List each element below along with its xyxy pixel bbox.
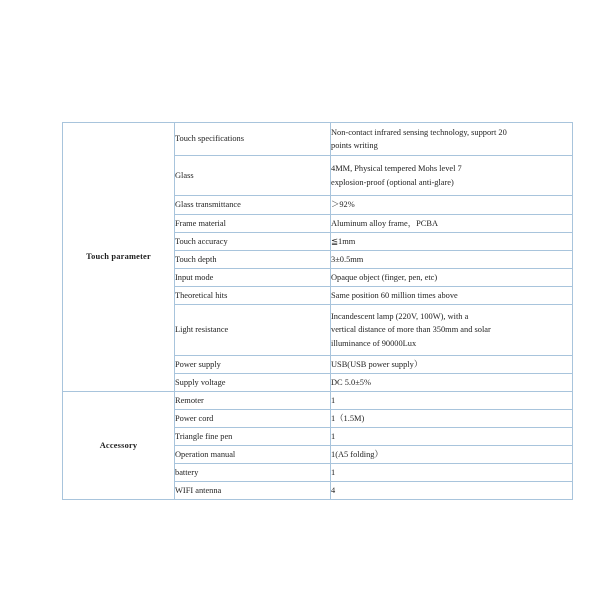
spec-value-cell: 1 xyxy=(331,428,573,446)
spec-value-cell: USB(USB power supply） xyxy=(331,356,573,374)
spec-value-cell: 4 xyxy=(331,482,573,500)
spec-value-cell: ＞92% xyxy=(331,196,573,215)
table-row xyxy=(63,123,573,156)
spec-item-cell: Triangle fine pen xyxy=(175,428,331,446)
table-row xyxy=(63,392,573,410)
spec-value-cell: 3±0.5mm xyxy=(331,251,573,269)
spec-value-line: explosion-proof (optional anti-glare) xyxy=(331,177,454,187)
group-label-cell: Touch parameter xyxy=(63,123,175,392)
spec-value-cell xyxy=(331,305,573,356)
spec-item-cell: Light resistance xyxy=(175,305,331,356)
spec-value-cell: Same position 60 million times above xyxy=(331,287,573,305)
spec-value-line: points writing xyxy=(331,141,378,150)
spec-item-cell: Theoretical hits xyxy=(175,287,331,305)
spec-item-cell: Touch depth xyxy=(175,251,331,269)
spec-value-cell xyxy=(331,156,573,196)
spec-value-cell: 1 xyxy=(331,464,573,482)
spec-item-cell: Operation manual xyxy=(175,446,331,464)
specification-table-body xyxy=(63,123,573,500)
spec-item-cell: Glass xyxy=(175,156,331,196)
spec-item-cell: Frame material xyxy=(175,215,331,233)
spec-value-cell: 1 xyxy=(331,392,573,410)
group-label-cell: Accessory xyxy=(63,392,175,500)
spec-value-line: Incandescent lamp (220V, 100W), with a xyxy=(331,312,469,322)
spec-value-cell xyxy=(331,123,573,156)
spec-item-cell: battery xyxy=(175,464,331,482)
spec-item-cell: Supply voltage xyxy=(175,374,331,392)
spec-value-line: 4MM, Physical tempered Mohs level 7 xyxy=(331,164,462,174)
spec-value-line: vertical distance of more than 350mm and solar xyxy=(331,325,491,335)
spec-item-cell: WIFI antenna xyxy=(175,482,331,500)
spec-value-cell: ≦1mm xyxy=(331,233,573,251)
spec-value-cell: 1(A5 folding） xyxy=(331,446,573,464)
spec-item-cell: Touch accuracy xyxy=(175,233,331,251)
spec-value-cell: DC 5.0±5% xyxy=(331,374,573,392)
spec-item-cell: Power supply xyxy=(175,356,331,374)
spec-value-cell: Opaque object (finger, pen, etc) xyxy=(331,269,573,287)
spec-value-cell: 1（1.5M) xyxy=(331,410,573,428)
spec-value-line: illuminance of 90000Lux xyxy=(331,338,417,348)
spec-item-cell: Remoter xyxy=(175,392,331,410)
spec-item-cell: Power cord xyxy=(175,410,331,428)
spec-value-line: Non-contact infrared sensing technology, support 20 xyxy=(331,127,507,137)
spec-value-cell: Aluminum alloy frame，PCBA xyxy=(331,215,573,233)
spec-item-cell: Glass transmittance xyxy=(175,196,331,215)
spec-item-cell: Touch specifications xyxy=(175,123,331,156)
specification-table xyxy=(62,122,573,500)
spec-item-cell: Input mode xyxy=(175,269,331,287)
